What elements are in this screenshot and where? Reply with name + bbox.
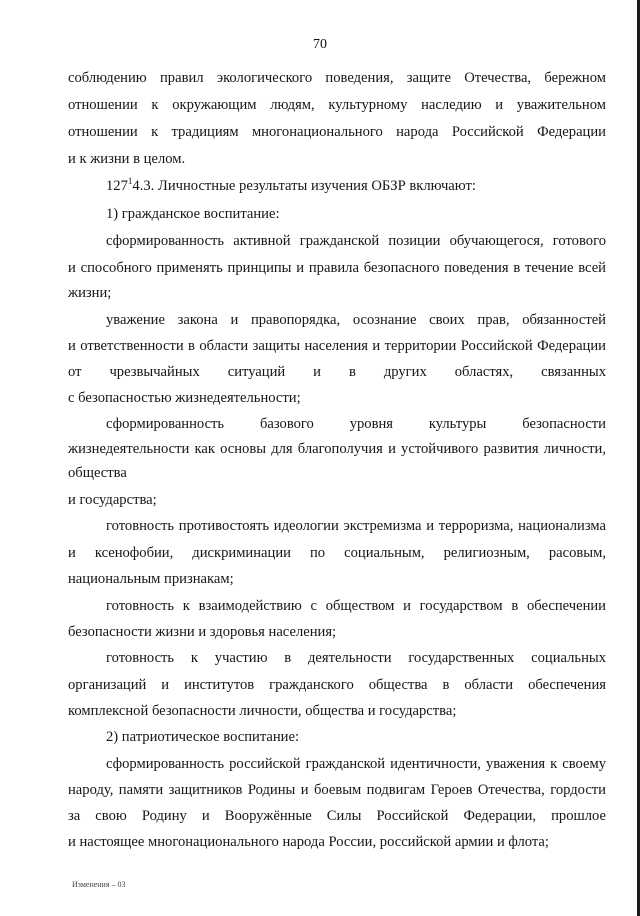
text-line: с безопасностью жизнедеятельности; [68, 390, 301, 406]
text-line: сформированность активной гражданской позиции обучающегося, готового [106, 233, 606, 249]
text-line: и государства; [68, 492, 157, 508]
text-line: общества [68, 465, 127, 481]
text-line: и ответственности в области защиты населения и территории Российской Федерации [68, 338, 606, 354]
subsection-heading: 2) патриотическое воспитание: [106, 729, 300, 745]
section-heading [106, 176, 606, 196]
footer-note: Изменения – 03 [72, 880, 126, 889]
section-number: 127 [106, 178, 128, 194]
text-line: и ксенофобии, дискриминации по социальным, религиозным, расовым, [68, 545, 606, 561]
subsection-heading: 1) гражданское воспитание: [106, 206, 280, 222]
text-line: комплексной безопасности личности, общества и государства; [68, 703, 457, 719]
text-line: готовность противостоять идеологии экстремизма и терроризма, национализма [106, 518, 606, 534]
text-line: и настоящее многонационального народа России, российской армии и флота; [68, 834, 549, 850]
text-line: от чрезвычайных ситуаций и в других областях, связанных [68, 364, 606, 380]
text-line: жизни; [68, 285, 112, 301]
text-line: готовность к взаимодействию с обществом и государством в обеспечении [106, 598, 606, 614]
text-line: соблюдению правил экологического поведения, защите Отечества, бережном [68, 70, 606, 86]
text-line: сформированность базового уровня культуры безопасности [106, 416, 606, 432]
text-line: народу, памяти защитников Родины и боевым подвигам Героев Отечества, гордости [68, 782, 606, 798]
text-line: национальным признакам; [68, 571, 234, 587]
text-line: организаций и институтов гражданского общества в области обеспечения [68, 677, 606, 693]
text-line: готовность к участию в деятельности государственных социальных [106, 650, 606, 666]
text-line: и способного применять принципы и правила безопасного поведения в течение всей [68, 260, 606, 276]
section-heading-text: 4.3. Личностные результаты изучения ОБЗР включают: [132, 178, 476, 194]
page-number: 70 [313, 37, 327, 52]
text-line: и к жизни в целом. [68, 151, 186, 167]
text-line: отношении к традициям многонационального народа Российской Федерации [68, 124, 606, 140]
text-line: безопасности жизни и здоровья населения; [68, 624, 337, 640]
text-line: уважение закона и правопорядка, осознание своих прав, обязанностей [106, 312, 606, 328]
text-line: жизнедеятельности как основы для благополучия и устойчивого развития личности, [68, 441, 606, 457]
text-line: отношении к окружающим людям, культурному наследию и уважительном [68, 97, 606, 113]
text-line: за свою Родину и Вооружённые Силы Российской Федерации, прошлое [68, 808, 606, 824]
section-superscript: 1 [127, 176, 133, 186]
text-line: сформированность российской гражданской идентичности, уважения к своему [106, 756, 606, 772]
